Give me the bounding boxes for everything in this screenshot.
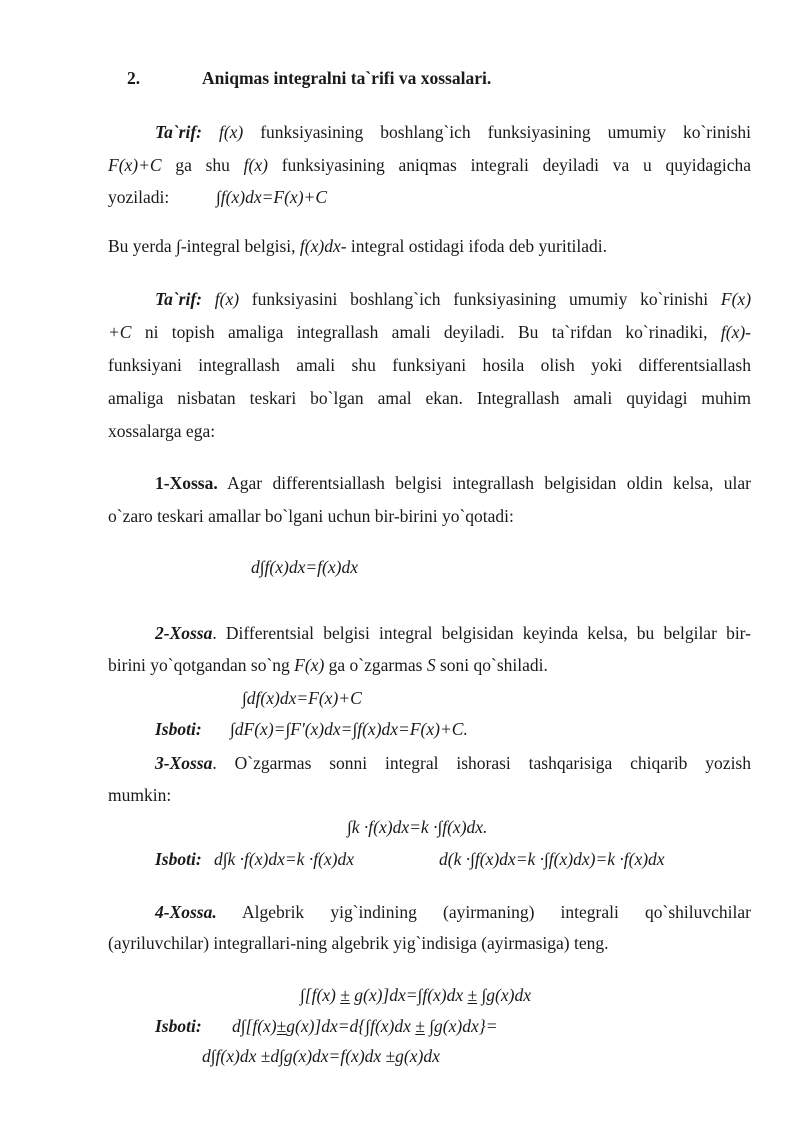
property-4-line-1: 4-Xossa. Algebrik yig`indining (ayirmaning) integrali qo`shiluvchilar	[155, 902, 751, 922]
section-number: 2.	[127, 68, 141, 88]
formula-indefinite-integral: ∫f(x)dx=F(x)+C	[216, 187, 327, 207]
definition-2-line-3: funksiyani integrallash amali shu funksiyani hosila olish yoki differentsiallash	[108, 355, 751, 375]
definition-2-line-2: +C ni topish amaliga integrallash amali deyiladi. Bu ta`rifdan ko`rinadiki, f(x)-	[108, 322, 752, 342]
definition-2-line-5: xossalarga ega:	[108, 421, 216, 441]
property-3-line-2: mumkin:	[108, 785, 172, 805]
definition-1-line-2: F(x)+C ga shu f(x) funksiyasining aniqmas integrali deyiladi va u quyidagicha	[108, 155, 752, 175]
definition-label: Ta`rif:	[155, 289, 202, 309]
definition-1-line-3: yoziladi: ∫f(x)dx=F(x)+C	[108, 187, 327, 207]
proof-label: Isboti:	[155, 1016, 202, 1036]
definition-2-line-4: amaliga nisbatan teskari bo`lgan amal ekan. Integrallash amali quyidagi muhim	[108, 388, 751, 408]
definition-2-line-1: Ta`rif: f(x) funksiyasini boshlang`ich funksiyasining umumiy ko`rinishi F(x)	[155, 289, 752, 309]
section-title: Aniqmas integralni ta`rifi va xossalari.	[202, 68, 492, 88]
property-4-label: 4-Xossa.	[155, 902, 217, 922]
property-4-line-2: (ayriluvchilar) integrallari-ning algebrik yig`indisiga (ayirmasiga) teng.	[108, 933, 609, 953]
property-2-line-1: 2-Xossa. Differentsial belgisi integral belgisidan keyinda kelsa, bu belgilar bir-	[155, 623, 751, 643]
property-1-line-1: 1-Xossa. Agar differentsiallash belgisi integrallash belgisidan oldin kelsa, ular	[155, 473, 751, 493]
definition-1-line-1: Ta`rif: f(x) funksiyasining boshlang`ich funksiyasining umumiy ko`rinishi	[155, 122, 751, 142]
integral-sign-note: Bu yerda ∫-integral belgisi, f(x)dx- integral ostidagi ifoda deb yuritiladi.	[108, 236, 608, 256]
property-1-label: 1-Xossa.	[155, 473, 218, 493]
property-2-line-2: birini yo`qotgandan so`ng F(x) ga o`zgarmas S soni qo`shiladi.	[108, 655, 548, 675]
property-1-line-2: o`zaro teskari amallar bo`lgani uchun bir-birini yo`qotadi:	[108, 506, 514, 526]
property-2-label: 2-Xossa	[155, 623, 213, 643]
proof-label: Isboti:	[155, 849, 202, 869]
definition-label: Ta`rif:	[155, 122, 202, 142]
proof-label: Isboti:	[155, 719, 202, 739]
property-3-line-1: 3-Xossa. O`zgarmas sonni integral ishorasi tashqarisiga chiqarib yozish	[155, 753, 751, 773]
property-3-label: 3-Xossa	[155, 753, 213, 773]
